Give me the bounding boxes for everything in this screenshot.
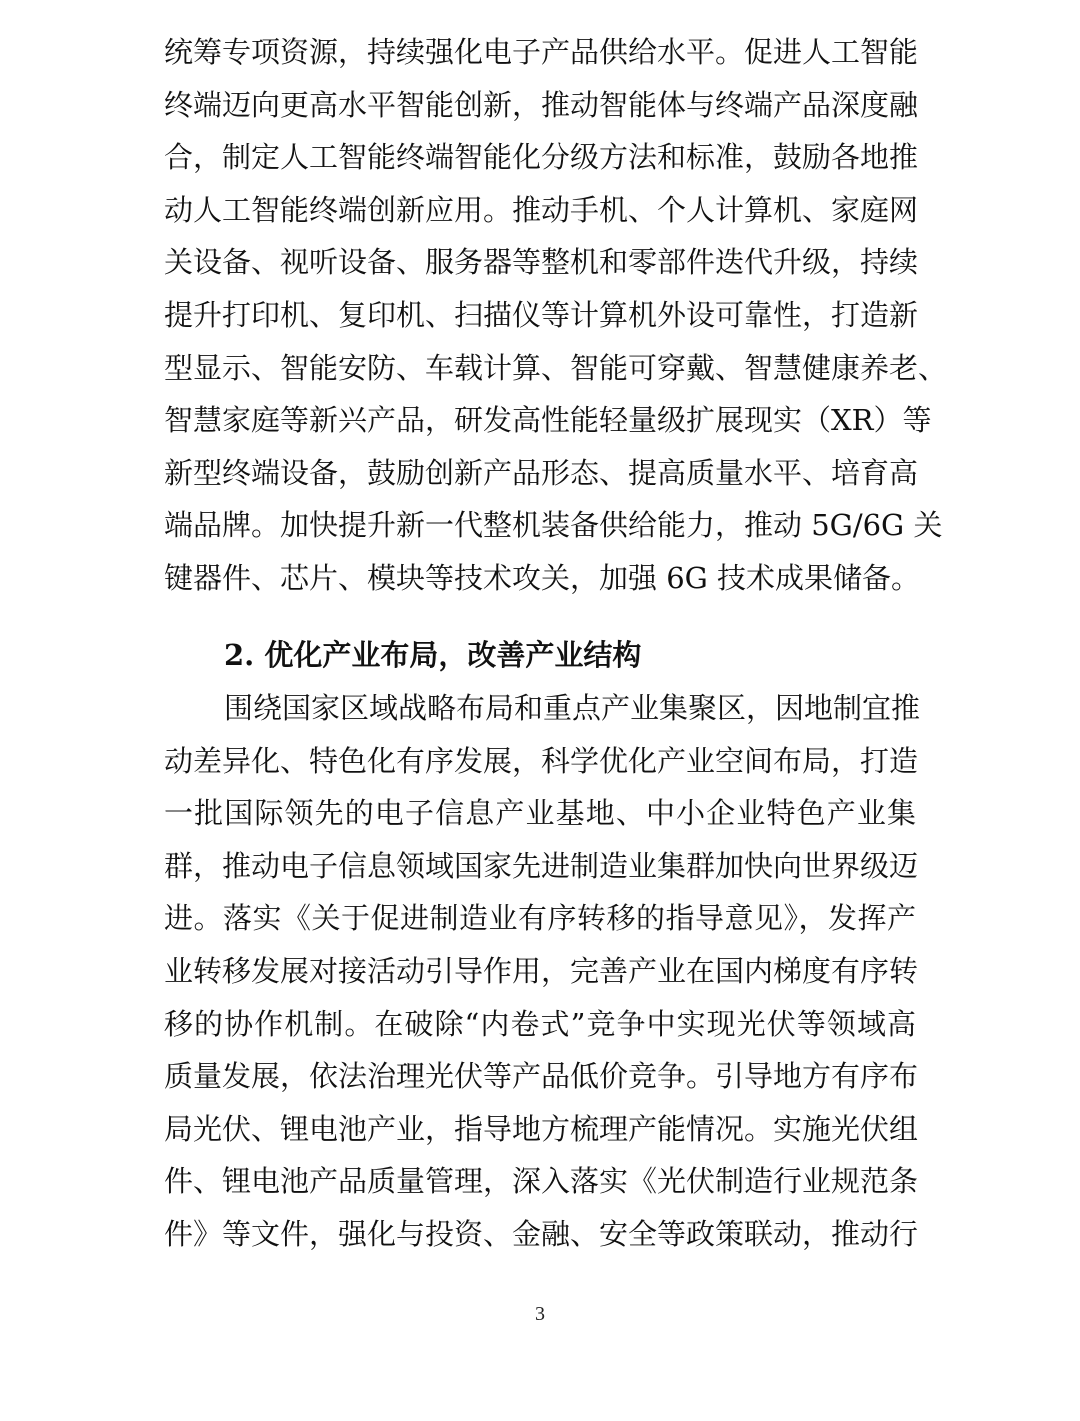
paragraph-industry-layout [164, 682, 921, 1261]
paragraph-line: 智慧家庭等新兴产品，研发高性能轻量级扩展现实（XR）等 [164, 403, 932, 438]
paragraph-line: 进。落实《关于促进制造业有序转移的指导意见》，发挥产 [164, 901, 916, 936]
section-heading-block [164, 629, 916, 682]
paragraph-line: 一批国际领先的电子信息产业基地、中小企业特色产业集 [164, 796, 916, 831]
paragraph-line: 新型终端设备，鼓励创新产品形态、提高质量水平、培育高 [164, 455, 919, 490]
paragraph-line: 动差异化、特色化有序发展，科学优化产业空间布局，打造 [164, 743, 919, 778]
section-heading: 2. 优化产业布局，改善产业结构 [224, 638, 642, 672]
paragraph-line: 移的协作机制。在破除“内卷式”竞争中实现光伏等领域高 [164, 1006, 916, 1041]
paragraph-line: 件》等文件，强化与投资、金融、安全等政策联动，推动行 [164, 1216, 919, 1251]
paragraph-electronics-supply [164, 26, 948, 605]
paragraph-line: 合，制定人工智能终端智能化分级方法和标准，鼓励各地推 [164, 140, 919, 175]
paragraph-last-line: 键器件、芯片、模块等技术攻关，加强 6G 技术成果储备。 [164, 560, 921, 595]
paragraph-first-line: 围绕国家区域战略布局和重点产业集聚区，因地制宜推 [224, 691, 921, 725]
paragraph-line: 群，推动电子信息领域国家先进制造业集群加快向世界级迈 [164, 848, 919, 883]
page-number: 3 [535, 1303, 545, 1325]
paragraph-line: 端品牌。加快提升新一代整机装备供给能力，推动 5G/6G 关 [164, 508, 943, 543]
paragraph-line: 统筹专项资源，持续强化电子产品供给水平。促进人工智能 [164, 35, 919, 69]
paragraph-line: 型显示、智能安防、车载计算、智能可穿戴、智慧健康养老、 [164, 350, 948, 385]
paragraph-line: 终端迈向更高水平智能创新，推动智能体与终端产品深度融 [164, 87, 919, 122]
paragraph-line: 动人工智能终端创新应用。推动手机、个人计算机、家庭网 [164, 192, 919, 227]
paragraph-line: 件、锂电池产品质量管理，深入落实《光伏制造行业规范条 [164, 1164, 919, 1199]
paragraph-line: 质量发展，依法治理光伏等产品低价竞争。引导地方有序布 [164, 1059, 919, 1094]
paragraph-line: 关设备、视听设备、服务器等整机和零部件迭代升级，持续 [164, 245, 919, 280]
paragraph-line: 局光伏、锂电池产业，指导地方梳理产能情况。实施光伏组 [164, 1111, 919, 1146]
paragraph-line: 业转移发展对接活动引导作用，完善产业在国内梯度有序转 [164, 953, 919, 988]
paragraph-line: 提升打印机、复印机、扫描仪等计算机外设可靠性，打造新 [164, 297, 919, 332]
